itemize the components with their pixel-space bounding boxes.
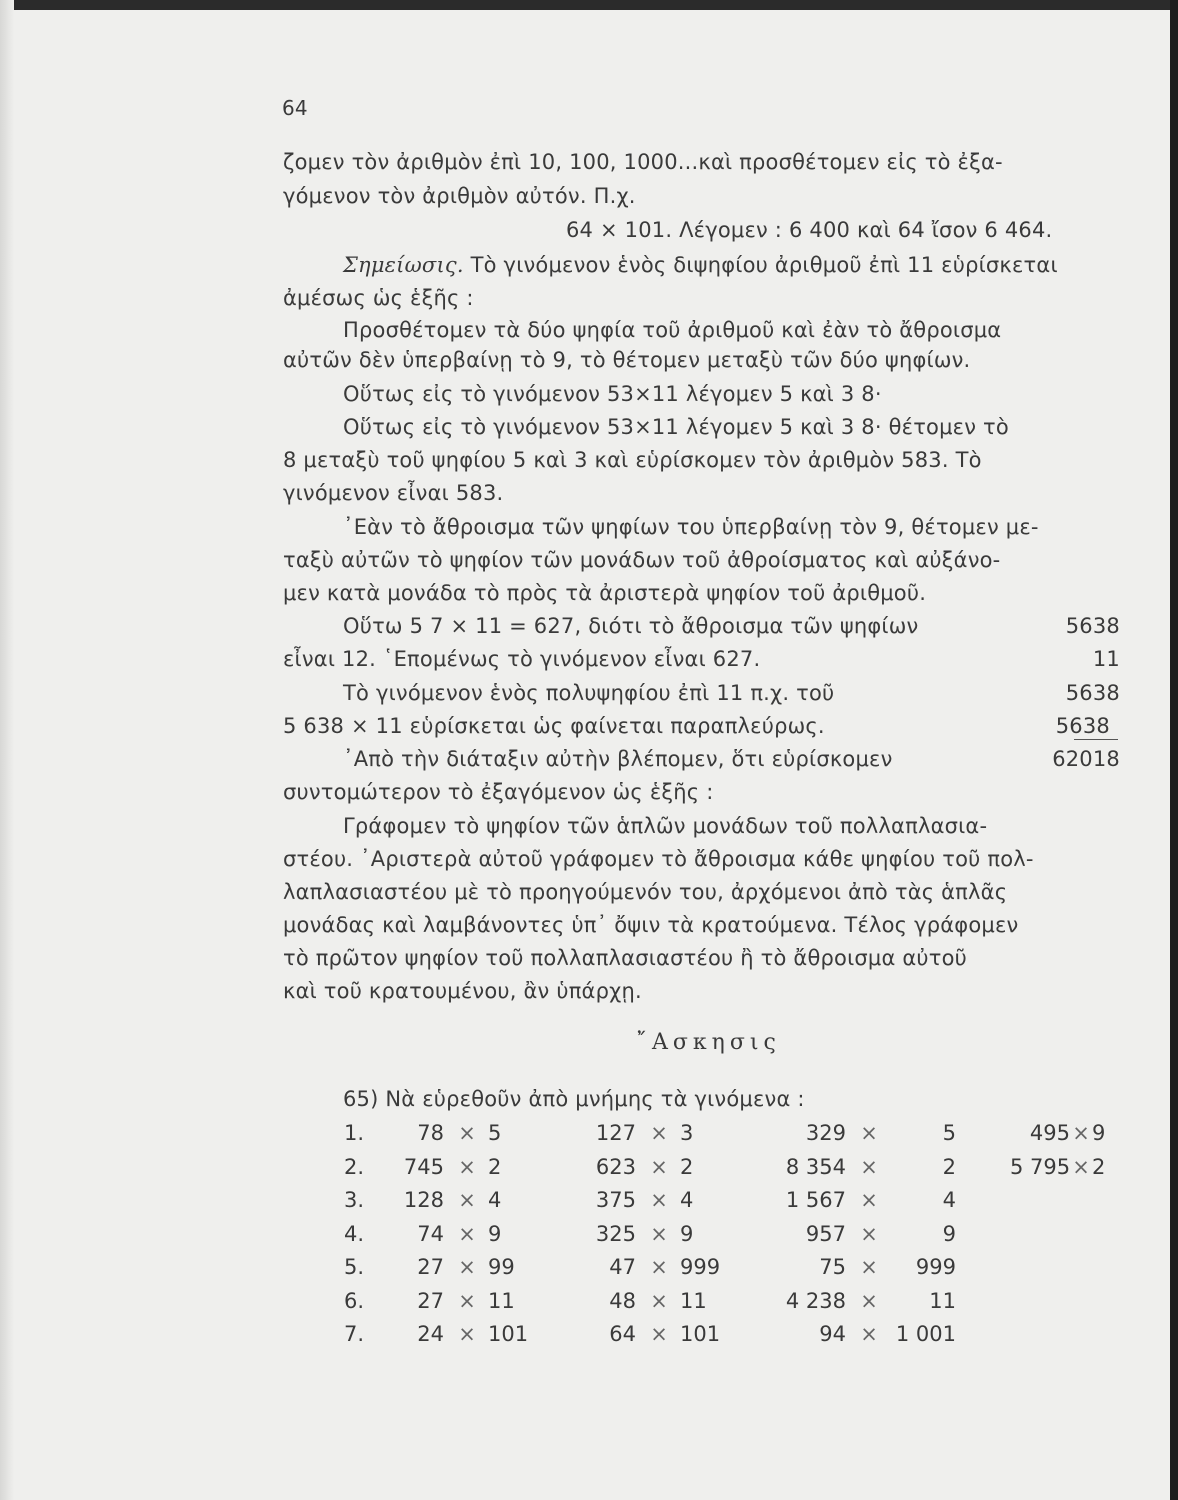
note-line-23: καὶ τοῦ κρατουμένου, ἂν ὑπάρχῃ. — [283, 979, 642, 1003]
side-calc-multiplier: 11 — [1092, 647, 1120, 671]
note-line-2: ἀμέσως ὡς ἑξῆς : — [283, 286, 474, 310]
exercise-operand: 4 — [680, 1188, 694, 1212]
exercise-number: 1. — [344, 1121, 365, 1145]
times-sign: × — [650, 1154, 668, 1179]
exercise-operand: 375 — [595, 1188, 636, 1212]
times-sign: × — [650, 1255, 668, 1279]
exercise-operand: 5 795 — [1010, 1154, 1071, 1179]
intro-line-1: ζομεν τὸν ἀριθμὸν ἐπὶ 10, 100, 1000...καὶ προσθέτομεν εἰς τὸ ἐξα- — [283, 150, 1003, 174]
exercise-operand: 9 — [488, 1221, 502, 1246]
exercise-operand: 8 354 — [785, 1154, 846, 1179]
note-line-22: τὸ πρῶτον ψηφίον τοῦ πολλαπλασιαστέου ἢ τὸ ἄθροισμα αὐτοῦ — [283, 946, 968, 970]
exercise-operand: 2 — [488, 1154, 502, 1179]
note-first-line-text: Τὸ γινόμενον ἑνὸς διψηφίου ἀριθμοῦ ἐπὶ 11 εὑρίσκεται — [470, 253, 1058, 277]
exercise-operand: 9 — [942, 1221, 956, 1246]
exercise-number: 4. — [344, 1221, 365, 1246]
times-sign: × — [458, 1221, 476, 1246]
exercise-operand: 2 — [680, 1154, 694, 1179]
exercise-operand: 94 — [819, 1322, 846, 1346]
exercise-operand: 999 — [680, 1255, 721, 1279]
note-line-17: συντομώτερον τὸ ἐξαγόμενον ὡς ἑξῆς : — [283, 780, 714, 804]
exercise-operand: 47 — [609, 1255, 636, 1279]
intro-example: 64 × 101. Λέγομεν : 6 400 καὶ 64 ἴσον 6 464. — [566, 218, 1053, 242]
exercise-operand: 27 — [417, 1288, 444, 1313]
times-sign: × — [860, 1322, 878, 1346]
note-line-3: Προσθέτομεν τὰ δύο ψηφία τοῦ ἀριθμοῦ καὶ ἐὰν τὸ ἄθροισμα — [343, 318, 1002, 342]
exercise-number: 6. — [344, 1288, 365, 1313]
exercise-operand: 957 — [805, 1221, 846, 1246]
times-sign: × — [1072, 1154, 1090, 1179]
exercise-operand: 9 — [680, 1221, 694, 1246]
times-sign: × — [458, 1121, 476, 1145]
side-calc-result: 62018 — [1052, 747, 1120, 771]
exercise-operand: 4 — [942, 1188, 956, 1212]
side-calc-rule — [1074, 739, 1118, 740]
exercise-operand: 2 — [1092, 1154, 1106, 1179]
exercise-number: 3. — [344, 1188, 365, 1212]
times-sign: × — [458, 1188, 476, 1212]
note-line-15: 5 638 × 11 εὑρίσκεται ὡς φαίνεται παραπλεύρως. — [283, 714, 825, 738]
times-sign: × — [860, 1121, 878, 1145]
times-sign: × — [860, 1255, 878, 1279]
times-sign: × — [860, 1221, 878, 1246]
exercise-operand: 101 — [680, 1322, 721, 1346]
exercise-operand: 9 — [1092, 1121, 1106, 1145]
times-sign: × — [650, 1221, 668, 1246]
times-sign: × — [650, 1121, 668, 1145]
exercise-operand: 128 — [403, 1188, 444, 1212]
times-sign: × — [1072, 1121, 1090, 1145]
exercise-operand: 11 — [488, 1288, 515, 1313]
exercise-operand: 329 — [805, 1121, 846, 1145]
note-line-16: ᾿Απὸ τὴν διάταξιν αὐτὴν βλέπομεν, ὅτι εὑρίσκομεν — [343, 747, 893, 771]
note-line-4: αὐτῶν δὲν ὑπερβαίνῃ τὸ 9, τὸ θέτομεν μεταξὺ τῶν δύο ψηφίων. — [283, 348, 971, 372]
exercise-operand: 3 — [680, 1121, 694, 1145]
times-sign: × — [860, 1188, 878, 1212]
exercise-operand: 27 — [417, 1255, 444, 1279]
exercise-operand: 5 — [488, 1121, 502, 1145]
exercise-operand: 24 — [417, 1322, 444, 1346]
note-line-20: λαπλασιαστέου μὲ τὸ προηγούμενόν του, ἀρχόμενοι ἀπὸ τὰς ἁπλᾶς — [283, 880, 1008, 904]
exercise-operand: 78 — [417, 1121, 444, 1145]
exercise-operand: 745 — [403, 1154, 444, 1179]
exercise-number: 7. — [344, 1322, 365, 1346]
note-line-13: εἶναι 12. ῾Επομένως τὸ γινόμενον εἶναι 627. — [283, 647, 761, 671]
times-sign: × — [860, 1154, 878, 1179]
side-calc-partial-2: 5638 — [1055, 714, 1110, 738]
exercise-heading: ῎Ασκησις — [636, 1030, 781, 1055]
side-calc-partial-1: 5638 — [1065, 681, 1120, 705]
times-sign: × — [650, 1288, 668, 1313]
note-line-11: μεν κατὰ μονάδα τὸ πρὸς τὰ ἀριστερὰ ψηφίον τοῦ ἀριθμοῦ. — [283, 581, 927, 605]
times-sign: × — [458, 1322, 476, 1346]
exercise-operand: 495 — [1029, 1121, 1070, 1145]
scan-border-left — [0, 0, 14, 1500]
exercise-operand: 325 — [595, 1221, 636, 1246]
note-label: Σημείωσις. — [343, 253, 464, 277]
note-line-5: Οὕτως εἰς τὸ γινόμενον 53×11 λέγομεν 5 καὶ 3 8· — [343, 382, 882, 406]
exercise-operand: 99 — [488, 1255, 515, 1279]
scan-border-right — [1170, 0, 1178, 1500]
exercise-operand: 101 — [488, 1322, 529, 1346]
note-line-7: 8 μεταξὺ τοῦ ψηφίου 5 καὶ 3 καὶ εὑρίσκομεν τὸν ἀριθμὸν 583. Τὸ — [283, 448, 982, 472]
exercise-prompt: 65) Νὰ εὑρεθοῦν ἀπὸ μνήμης τὰ γινόμενα : — [343, 1087, 805, 1111]
note-line-12: Οὕτω 5 7 × 11 = 627, διότι τὸ ἄθροισμα τῶν ψηφίων — [343, 614, 919, 638]
exercise-operand: 64 — [609, 1322, 636, 1346]
times-sign: × — [650, 1188, 668, 1212]
times-sign: × — [458, 1255, 476, 1279]
times-sign: × — [458, 1154, 476, 1179]
note-line-18: Γράφομεν τὸ ψηφίον τῶν ἁπλῶν μονάδων τοῦ πολλαπλασια- — [343, 814, 988, 838]
exercise-operand: 623 — [595, 1154, 636, 1179]
exercise-operand: 5 — [942, 1121, 956, 1145]
exercise-operand: 11 — [929, 1288, 956, 1313]
exercise-operand: 48 — [609, 1288, 636, 1313]
exercise-number: 2. — [344, 1154, 365, 1179]
exercise-operand: 11 — [680, 1288, 707, 1313]
exercise-operand: 2 — [942, 1154, 956, 1179]
exercise-operand: 4 — [488, 1188, 502, 1212]
intro-line-2: γόμενον τὸν ἀριθμὸν αὐτόν. Π.χ. — [283, 184, 636, 208]
times-sign: × — [458, 1288, 476, 1313]
exercise-number: 5. — [344, 1255, 365, 1279]
note-line-19: στέου. ᾿Αριστερὰ αὐτοῦ γράφομεν τὸ ἄθροισμα κάθε ψηφίου τοῦ πολ- — [283, 847, 1034, 871]
note-line-10: ταξὺ αὐτῶν τὸ ψηφίον τῶν μονάδων τοῦ ἀθροίσματος καὶ αὐξάνο- — [283, 548, 1001, 572]
side-calc-multiplicand: 5638 — [1065, 614, 1120, 638]
exercise-operand: 74 — [417, 1221, 444, 1246]
note-first-line — [343, 251, 1058, 279]
exercise-operand: 1 001 — [895, 1322, 956, 1346]
times-sign: × — [650, 1322, 668, 1346]
exercise-operand: 75 — [819, 1255, 846, 1279]
exercise-operand: 999 — [915, 1255, 956, 1279]
page-number: 64 — [282, 96, 308, 120]
note-line-21: μονάδας καὶ λαμβάνοντες ὑπ᾿ ὄψιν τὰ κρατούμενα. Τέλος γράφομεν — [283, 913, 1019, 937]
exercise-operand: 1 567 — [785, 1188, 846, 1212]
exercise-operand: 4 238 — [785, 1288, 846, 1313]
note-line-9: ᾿Εὰν τὸ ἄθροισμα τῶν ψηφίων του ὑπερβαίνῃ τὸν 9, θέτομεν με- — [343, 515, 1039, 539]
note-line-6: Οὕτως εἰς τὸ γινόμενον 53×11 λέγομεν 5 καὶ 3 8· θέτομεν τὸ — [343, 415, 1009, 439]
note-line-14: Τὸ γινόμενον ἑνὸς πολυψηφίου ἐπὶ 11 π.χ. τοῦ — [343, 681, 835, 705]
times-sign: × — [860, 1288, 878, 1313]
note-line-8: γινόμενον εἶναι 583. — [283, 481, 504, 505]
exercise-operand: 127 — [595, 1121, 636, 1145]
scan-border-top — [0, 0, 1178, 10]
